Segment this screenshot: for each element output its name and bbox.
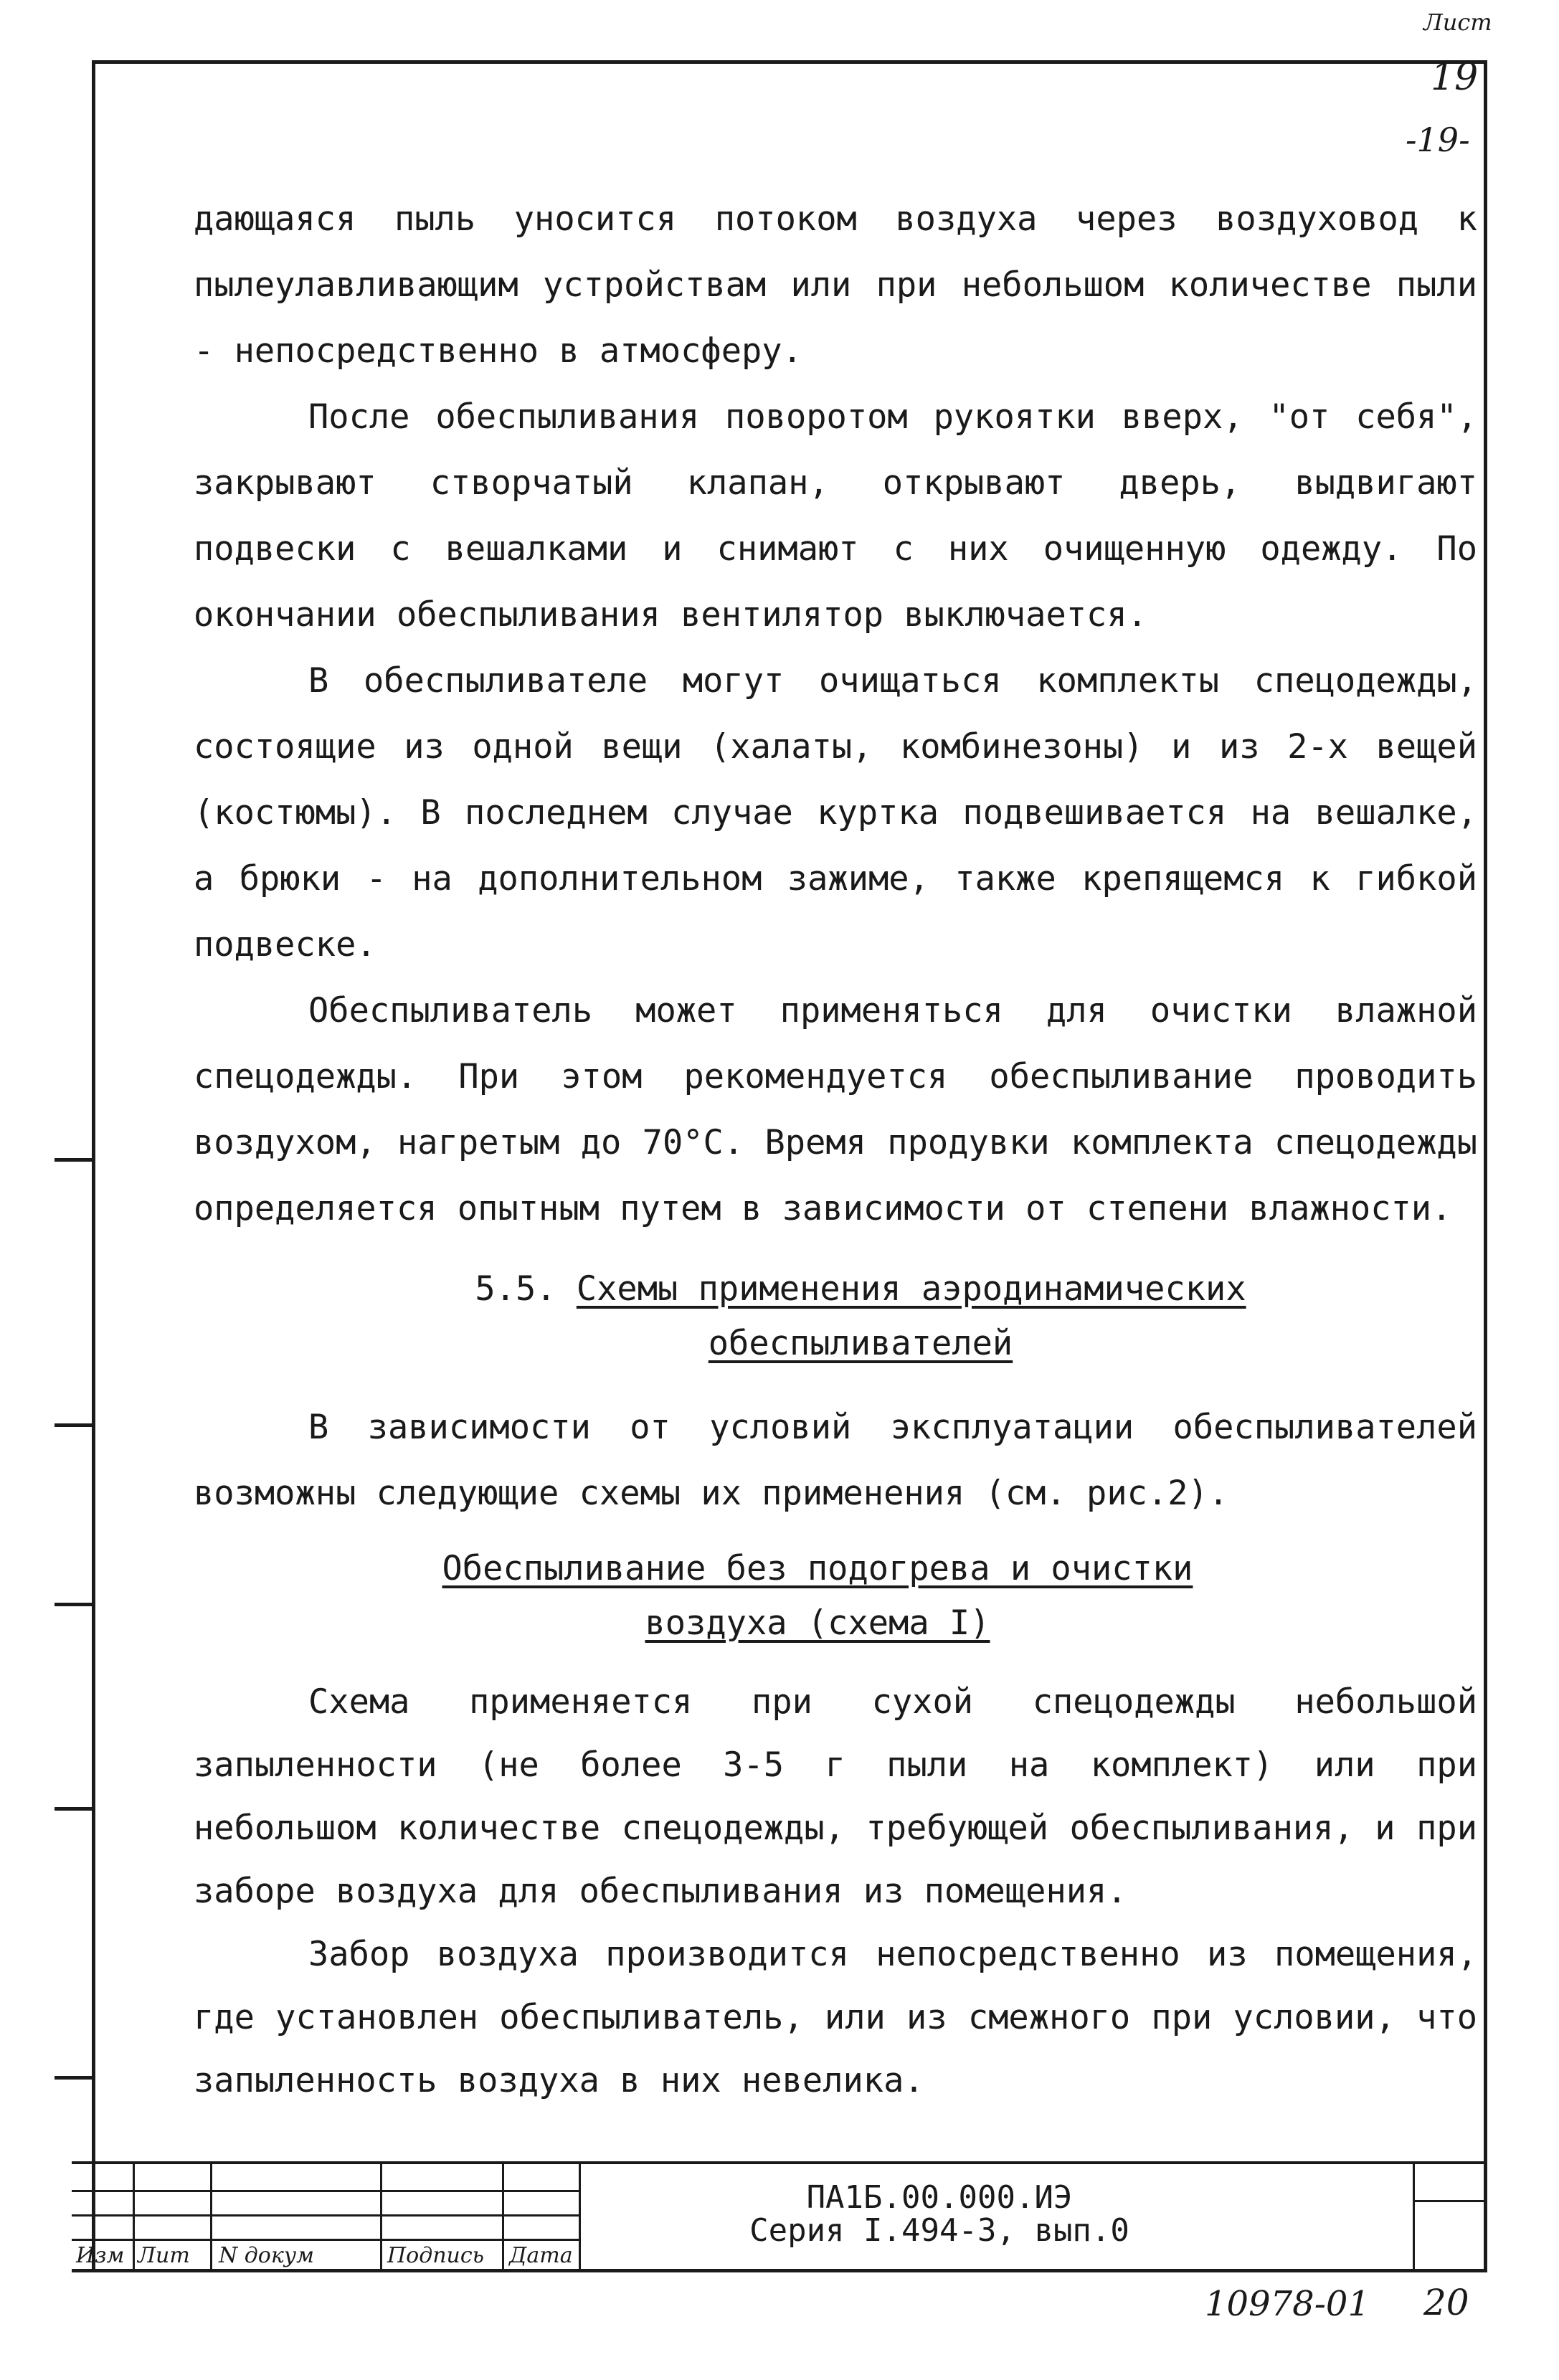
- scheme-heading: [359, 1542, 1276, 1651]
- stamp-col-line: [579, 2164, 581, 2272]
- paragraph: Схема применяется при сухой спецодежды небольшой запыленности (не более 3-5 г пыли на комплект) или при небольшом количестве спецодежды, требующей обеспыливания, и при заборе воздуха для обеспыливания из помещения.: [194, 1682, 1477, 1911]
- section-title-line1: Схемы применения аэродинамических: [576, 1269, 1246, 1309]
- footer-code: 10978-01: [1205, 2284, 1370, 2324]
- margin-tick: [55, 1807, 92, 1811]
- stamp-sheet-divider: [1413, 2200, 1484, 2202]
- stamp-col-line: [380, 2164, 382, 2272]
- paragraph: дающаяся пыль уносится потоком воздуха через воздуховод к пылеулавливающим устройствам или при небольшом количестве пыли - непосредственно в атмосферу.: [194, 199, 1477, 371]
- document-code: [739, 2181, 1140, 2247]
- section-heading: [430, 1262, 1291, 1371]
- paragraph: После обеспыливания поворотом рукоятки вверх, "от себя", закрывают створчатый клапан, открывают дверь, выдвигают подвески с вешалками и снимают с них очищенную одежду. По окончании обеспыливания вентилятор выключается.: [194, 397, 1477, 635]
- margin-tick: [55, 1423, 92, 1427]
- page-number: -19-: [1406, 120, 1470, 159]
- scheme-title-line1: Обеспыливание без подогрева и очистки: [442, 1549, 1193, 1588]
- paragraph: Забор воздуха производится непосредственно из помещения, где установлен обеспыливатель, или из смежного при условии, что запыленность воздуха в них невелика.: [194, 1935, 1477, 2100]
- title-block: [72, 2161, 1484, 2269]
- paragraph: В обеспыливателе могут очищаться комплекты спецодежды, состоящие из одной вещи (халаты, комбинезоны) и из 2-х вещей (костюмы). В последнем случае куртка подвешивается на вешалке, а брюки - на дополнительном зажиме, также крепящемся к гибкой подвеске.: [194, 661, 1477, 964]
- sheet-number: 19: [1431, 56, 1479, 99]
- section-title-line2: обеспыливателей: [708, 1324, 1013, 1363]
- stamp-label-izm: Изм: [76, 2243, 125, 2268]
- stamp-col-line: [133, 2164, 135, 2272]
- stamp-label-date: Дата: [509, 2243, 573, 2268]
- bottom-border: [72, 2269, 1487, 2272]
- paragraph: В зависимости от условий эксплуатации обеспыливателей возможны следующие схемы их применения (см. рис.2).: [194, 1408, 1477, 1513]
- stamp-label-lit: Лит: [138, 2243, 190, 2268]
- margin-tick: [55, 1158, 92, 1162]
- stamp-label-doc: N докум: [219, 2243, 315, 2268]
- paragraph: Обеспыливатель может применяться для очистки влажной спецодежды. При этом рекомендуется обеспыливание проводить воздухом, нагретым до 70°С. Время продувки комплекта спецодежды определяется опытным путем в зависимости от степени влажности.: [194, 991, 1477, 1228]
- body-text-lower: [194, 1671, 1477, 2113]
- stamp-col-line: [1413, 2164, 1415, 2272]
- sheet-label: Лист: [1423, 9, 1492, 36]
- section-intro: [194, 1395, 1477, 1527]
- scheme-title-line2: воздуха (схема I): [645, 1603, 990, 1643]
- stamp-col-line: [502, 2164, 504, 2272]
- footer-number: 20: [1423, 2282, 1469, 2323]
- margin-tick: [55, 1603, 92, 1606]
- stamp-col-line: [210, 2164, 212, 2272]
- section-number: 5.5.: [475, 1269, 556, 1309]
- margin-tick: [55, 2076, 92, 2080]
- doc-designation: ПА1Б.00.000.ИЭ: [806, 2179, 1073, 2216]
- doc-series: Серия I.494-3, вып.0: [749, 2212, 1129, 2249]
- stamp-label-sign: Подпись: [387, 2243, 485, 2268]
- body-text-upper: [194, 186, 1477, 1242]
